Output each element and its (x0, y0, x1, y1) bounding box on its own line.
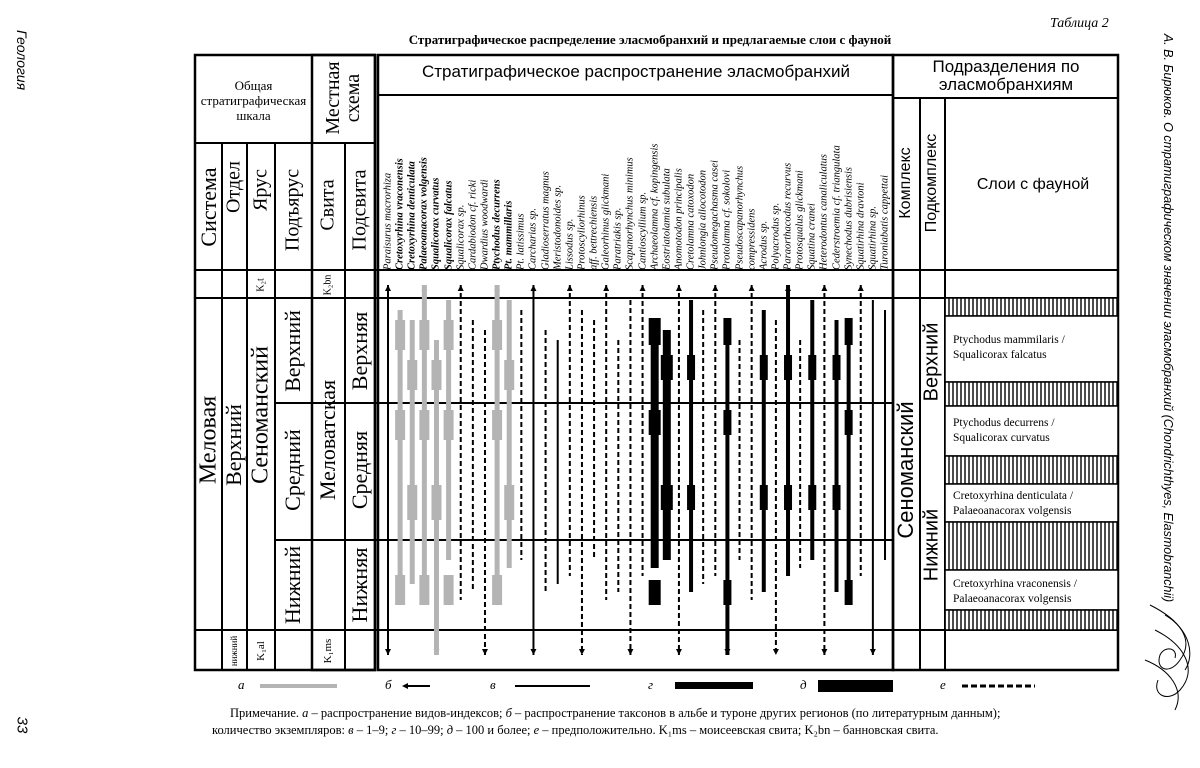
taxon-label: Cardabiodon cf. ricki (467, 179, 479, 270)
taxon-label: Turoniabatis cappettai (879, 175, 891, 270)
stage-cenomanian: Сеноманский (247, 346, 274, 484)
legend-thick (818, 680, 893, 692)
taxon-label: Synechodus dubrisiensis (843, 167, 855, 270)
col-stage: Ярус (249, 169, 272, 211)
taxon-label: Archaeolamna cf. kopingensis (649, 143, 661, 270)
col-system: Система (196, 167, 221, 247)
taxon-label: Cretoxyrhina vraconensis (394, 158, 406, 270)
range-block (504, 485, 514, 520)
range-block (808, 485, 816, 510)
range-block (444, 320, 454, 350)
legend-label-e: е (940, 677, 946, 692)
taxon-label: Paraisurus macrorhiza (382, 172, 394, 270)
taxon-label: Galeorhinus glickmani (600, 173, 612, 270)
range-block (649, 318, 661, 345)
range-block (407, 360, 417, 390)
range-block (419, 320, 429, 350)
taxon-label: Paraorthacodus recurvus (782, 162, 794, 270)
range-block (784, 485, 792, 510)
range-block (784, 355, 792, 380)
header-distribution: Стратиграфическое распространение эласмобранхий (421, 62, 850, 81)
col-beds: Слои с фауной (976, 176, 1090, 193)
taxon-label: Palaeoanacorax volgensis (418, 157, 430, 270)
sub-middle: Средняя (347, 430, 372, 510)
taxon-label: Protolamna cf. sokolovi (721, 169, 733, 270)
table-title: Стратиграфическое распределение эласмобранхий и предлагаемые слои с фауной (408, 32, 892, 47)
taxon-label: Meristodonoides sp. (552, 184, 564, 270)
legend-medium (675, 682, 753, 689)
table-number: Таблица 2 (1050, 16, 1109, 31)
range-block (661, 485, 673, 510)
stage-turonian: K₂t (255, 278, 267, 292)
range-block (845, 318, 853, 345)
col-subcomplex: Подкомплекс (923, 133, 940, 233)
formation-bottom: K₁ms (322, 638, 334, 664)
taxon-label: Eostriatolamia subulata (661, 168, 673, 270)
taxon-label: Heterodontus canaliculatus (818, 154, 830, 270)
taxon-label: Polyacrodus sp. (770, 202, 782, 270)
legend-arrow-head (402, 683, 408, 689)
substage-middle: Средний (280, 429, 305, 511)
range-arrow-up (858, 285, 864, 291)
complex-cenomanian: Сеноманский (893, 401, 918, 539)
range-block (845, 410, 853, 435)
taxon-label: Dwardius woodwardi (479, 179, 491, 270)
range-block (492, 410, 502, 440)
range-block (492, 320, 502, 350)
range-block (649, 410, 661, 435)
range-arrow-up (640, 285, 646, 291)
range-arrow-down (482, 649, 488, 655)
range-block (649, 580, 661, 605)
bed-3: Cretoxyrhina denticulata / Palaeoanacorax volgensis (953, 490, 1074, 517)
range-arrow-up (567, 285, 573, 291)
legend-label-g: г (648, 677, 654, 692)
col-substage: Подъярус (281, 168, 304, 252)
range-arrow-up (785, 285, 791, 291)
taxon-label: Scapanorhynchus minimus (624, 157, 636, 270)
taxon-label: Squalicorax curvatus (430, 177, 442, 270)
taxon-label: Cederstroemia cf. triangulata (831, 145, 842, 270)
sub-upper: Верхняя (347, 311, 372, 391)
range-arrow-down (579, 649, 585, 655)
taxon-label: Pt. mammillaris (503, 200, 515, 270)
taxon-label: Squalicorax falcatus (443, 180, 455, 270)
range-arrow-down (627, 649, 633, 655)
range-block (395, 575, 405, 605)
range-block (419, 575, 429, 605)
formation-top: K₂bn (322, 274, 334, 296)
range-arrow-down (724, 649, 730, 655)
bed-2: Ptychodus decurrens / Squalicorax curvatus (953, 417, 1055, 444)
taxon-ranges (385, 285, 885, 655)
running-head-left: Геология (14, 29, 30, 91)
range-block (504, 360, 514, 390)
taxon-label: aff. bettrechiensis (588, 195, 600, 270)
range-arrow-down (676, 649, 682, 655)
range-block (833, 485, 841, 510)
range-block (492, 575, 502, 605)
taxon-label: Pseudomegachasma casei (709, 160, 721, 270)
range-block (845, 580, 853, 605)
taxon-label: Pseudoscapanorhynchus (734, 165, 746, 270)
legend-label-d: д (800, 677, 807, 692)
col-division: Отдел (222, 161, 245, 213)
range-arrow-up (603, 285, 609, 291)
sub-lower: Нижняя (347, 547, 372, 623)
header-subdivisions: Подразделения по эласмобранхиям (932, 57, 1080, 94)
taxon-label: Squatina cranei (806, 203, 818, 270)
range-arrow-up (458, 285, 464, 291)
division-lower: нижний (229, 635, 239, 667)
taxon-label: Lissodus sp. (564, 218, 576, 270)
range-block (395, 410, 405, 440)
subcomplex-lower: Нижний (920, 508, 943, 582)
subcomplex-upper: Верхний (920, 322, 943, 402)
bed-4: Cretoxyrhina vraconensis / Palaeoanacorax volgensis (953, 578, 1077, 605)
table-note: Примечание. а – распространение видов-индексов; б – распространение таксонов в альбе и туроне других регионов (по литературным данным); количество экземпляров: в – 1–9; г – 10–99; д – 100 и более; е – предположительно. K₁ms – моисеевская свита; K₂bn – банновская свита. (212, 706, 1001, 737)
taxon-label: Anomotodon principalis (673, 168, 685, 270)
division-upper: Верхний (221, 404, 246, 486)
range-arrow-down (821, 649, 827, 655)
range-block (687, 355, 695, 380)
taxon-label: Paratriakis sp. (612, 207, 624, 270)
range-block (723, 410, 731, 435)
range-block (687, 485, 695, 510)
bed-1: Ptychodus mammilaris / Squalicorax falcatus (953, 334, 1065, 361)
taxon-label: Gladioserratus magnus (540, 171, 552, 270)
taxon-label: Carcharias sp. (527, 207, 539, 270)
range-block (419, 410, 429, 440)
taxon-label: compressidens (746, 208, 758, 270)
range-block (407, 485, 417, 520)
range-arrow-up (385, 285, 391, 291)
stage-albian: K₁al (255, 641, 267, 661)
taxon-label: Protoscyliorhinus (576, 195, 588, 270)
taxon-label: Acrodus sp. (758, 220, 770, 270)
range-arrow-up (749, 285, 755, 291)
range-block (723, 318, 731, 345)
range-arrow-up (676, 285, 682, 291)
formation-melovatskaya: Мелoватская (315, 379, 340, 501)
range-arrow-down (385, 649, 391, 655)
range-arrow-down (773, 649, 779, 655)
range-arrow-down (870, 649, 876, 655)
taxon-label: Ptychodus decurrens (491, 179, 503, 270)
taxon-label: Johnlongia allocotodon (697, 169, 709, 270)
substage-upper: Верхний (280, 310, 305, 392)
legend-label-v: в (490, 677, 496, 692)
range-block (431, 360, 441, 390)
range-block (444, 410, 454, 440)
range-block (808, 355, 816, 380)
range-block (431, 485, 441, 520)
taxon-label: Squalicorax sp. (455, 204, 467, 270)
header-local-scheme: Местная схема (322, 61, 364, 135)
system-cretaceous: Меловая (195, 395, 222, 485)
taxon-label: Squatirhina sp. (867, 206, 879, 270)
taxon-label: Cretoxyrhina denticulata (406, 161, 418, 270)
taxon-label: Cantioscyllium sp. (637, 191, 649, 270)
range-arrow-up (712, 285, 718, 291)
taxon-label: Pt. latissimus (515, 213, 527, 270)
range-block (661, 355, 673, 380)
taxon-label: Cretolamna catoxodon (685, 173, 697, 270)
range-arrow-down (530, 649, 536, 655)
col-subformation: Подсвита (348, 169, 371, 251)
range-block (723, 580, 731, 605)
col-formation: Свита (316, 179, 339, 231)
legend-label-b: б (385, 677, 392, 692)
col-complex: Комплекс (897, 147, 914, 219)
range-block (444, 575, 454, 605)
header-general-scale: Общая стратиграфическая шкала (200, 78, 307, 123)
page-number: 33 (13, 716, 31, 734)
range-block (760, 355, 768, 380)
range-arrow-up (821, 285, 827, 291)
range-block (395, 320, 405, 350)
taxon-label: Squatirhina dravtoni (855, 182, 867, 270)
taxon-label: Protosqualus glickmani (794, 170, 806, 270)
legend-label-a: а (238, 677, 245, 692)
range-block (833, 355, 841, 380)
substage-lower: Нижний (280, 545, 305, 625)
running-head-right: А. В. Бирюков. О стратиграфическом значении эласмобранхий (Chondrichthyes, Elasmobranchii) (1161, 33, 1175, 603)
range-block (760, 485, 768, 510)
range-arrow-up (530, 285, 536, 291)
